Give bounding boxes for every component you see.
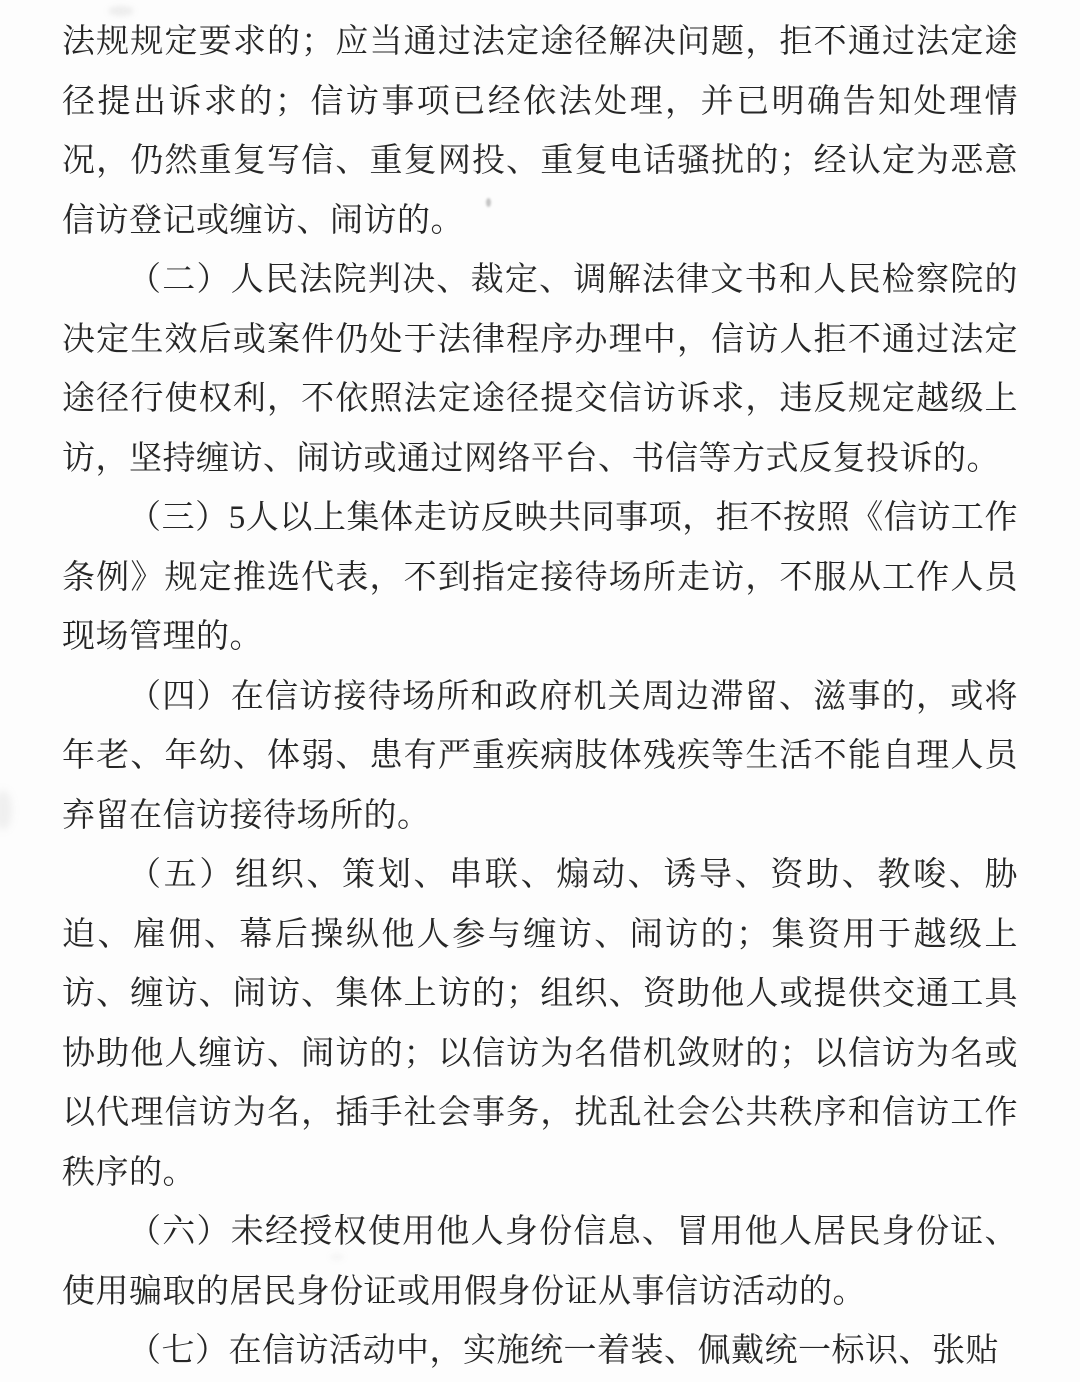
paragraph-item-1-continuation: 法规规定要求的；应当通过法定途径解决问题，拒不通过法定途径提出诉求的；信访事项已经依法处理，并已明确告知处理情况，仍然重复写信、重复网投、重复电话骚扰的；经认定为恶意信访登记或缠访、闹访的。: [62, 24, 1018, 239]
paragraph-item-3: （三）5人以上集体走访反映共同事项，拒不按照《信访工作条例》规定推选代表，不到指定接待场所走访，不服从工作人员现场管理的。: [62, 500, 1018, 655]
paragraph-item-7: （七）在信访活动中，实施统一着装、佩戴统一标识、张贴: [128, 1333, 999, 1369]
paragraph-item-6: （六）未经授权使用他人身份信息、冒用他人居民身份证、使用骗取的居民身份证或用假身份证从事信访活动的。: [62, 1214, 1018, 1310]
paragraph-item-4: （四）在信访接待场所和政府机关周边滞留、滋事的，或将年老、年幼、体弱、患有严重疾病肢体残疾等生活不能自理人员弃留在信访接待场所的。: [62, 678, 1018, 834]
paragraph-item-2: （二）人民法院判决、裁定、调解法律文书和人民检察院的决定生效后或案件仍处于法律程序办理中，信访人拒不通过法定途径行使权利，不依照法定途径提交信访诉求，违反规定越级上访，坚持缠访、闹访或通过网络平台、书信等方式反复投诉的。: [62, 262, 1018, 477]
paragraph-item-5: （五）组织、策划、串联、煽动、诱导、资助、教唆、胁迫、雇佣、幕后操纵他人参与缠访、闹访的；集资用于越级上访、缠访、闹访、集体上访的；组织、资助他人或提供交通工具协助他人缠访、闹访的；以信访为名借机敛财的；以信访为名或以代理信访为名，插手社会事务，扰乱社会公共秩序和信访工作秩序的。: [62, 857, 1018, 1191]
scan-smudge: [0, 790, 12, 830]
